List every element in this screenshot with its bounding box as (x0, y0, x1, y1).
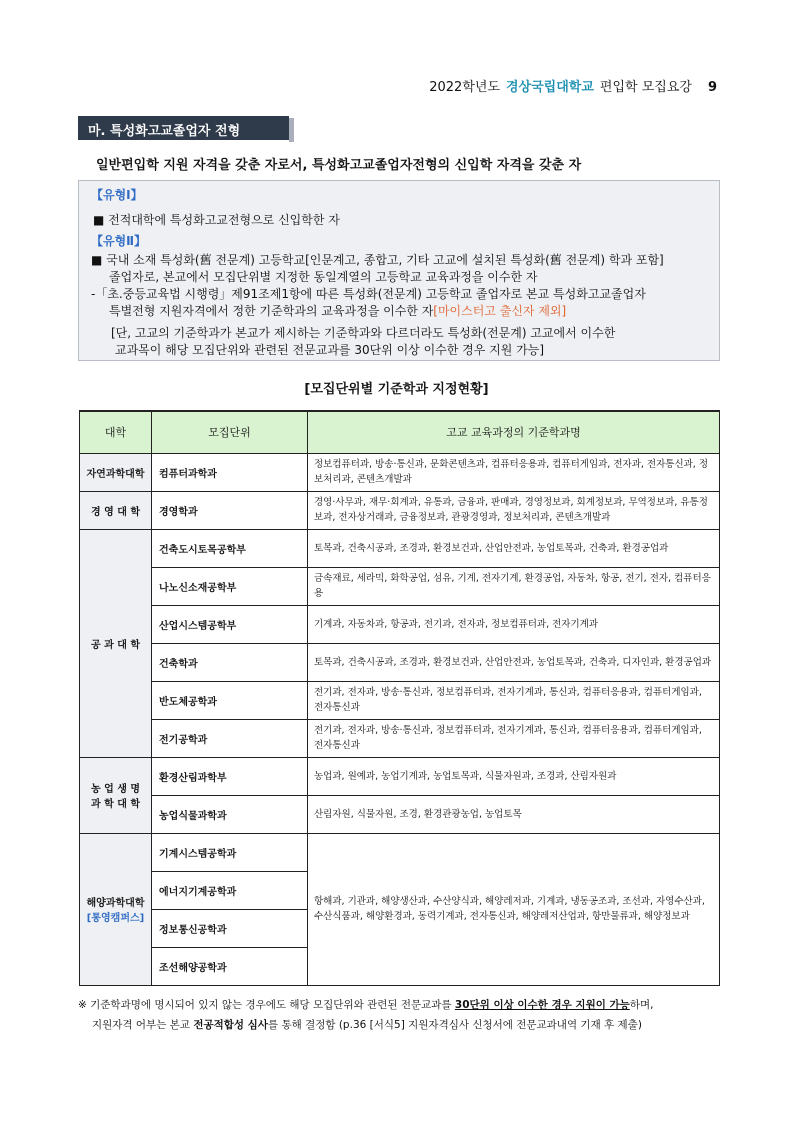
unit-cell: 전기공학과 (152, 719, 308, 757)
footnote-emphasis: 전공적합성 심사 (193, 1019, 268, 1031)
table-row (80, 491, 720, 529)
header-year: 2022학년도 (429, 80, 500, 95)
footnote-text: 를 통해 결정함 (p.36 [서식5] 지원자격심사 신청서에 전문교과내역 기재 후 제출) (267, 1019, 642, 1031)
header-dept: 고교 교육과정의 기준학과명 (308, 411, 720, 453)
header-doc-title: 편입학 모집요강 (599, 80, 692, 95)
eligibility-box (78, 180, 720, 361)
table-row (80, 605, 720, 643)
table-row (80, 795, 720, 833)
college-cell (80, 833, 152, 985)
section-title: 마. 특성화고교졸업자 전형 (78, 116, 289, 140)
unit-cell: 에너지기계공학과 (152, 871, 308, 909)
header-university: 경상국립대학교 (506, 80, 594, 95)
table-row (80, 757, 720, 795)
unit-cell: 기계시스템공학과 (152, 833, 308, 871)
table-title: [모집단위별 기준학과 지정현황] (304, 382, 489, 397)
unit-cell: 건축학과 (152, 643, 308, 681)
college-cell: 자연과학대학 (80, 453, 152, 491)
table-row (80, 681, 720, 719)
dept-cell: 농업과, 원예과, 농업기계과, 농업토목과, 식물자원과, 조경과, 산림자원과 (308, 757, 720, 795)
header-college: 대학 (80, 411, 152, 453)
type2-item2b: 특별전형 지원자격에서 정한 기준학과의 교육과정을 이수한 자 (109, 304, 434, 318)
college-line1: 농 업 생 명 (90, 784, 141, 795)
unit-cell: 컴퓨터과학과 (152, 453, 308, 491)
unit-cell: 경영학과 (152, 491, 308, 529)
intro-text: 일반편입학 지원 자격을 갖춘 자로서, 특성화고교졸업자전형의 신입학 자격을 갖춘 자 (96, 158, 582, 173)
dept-cell: 토목과, 건축시공과, 조경과, 환경보건과, 산업안전과, 농업토목과, 건축과, 디자인과, 환경공업과 (308, 643, 720, 681)
dept-cell: 정보컴퓨터과, 방송·통신과, 문화콘텐츠과, 컴퓨터응용과, 컴퓨터게임과, 전자과, 전자통신과, 정보처리과, 콘텐츠개발과 (308, 453, 720, 491)
footnote-line2 (78, 1015, 728, 1035)
dept-cell: 산림자원, 식물자원, 조경, 환경관광농업, 농업토목 (308, 795, 720, 833)
unit-cell: 나노신소재공학부 (152, 567, 308, 605)
footnote-text: 하며, (629, 999, 654, 1011)
type2-item2c: [마이스터고 출신자 제외] (433, 304, 567, 318)
unit-cell: 환경산림과학부 (152, 757, 308, 795)
page-number: 9 (707, 80, 717, 95)
note-line2: 교과목이 해당 모집단위와 관련된 전문교과를 30단위 이상 이수한 경우 지원 가능] (115, 343, 545, 357)
table-row (80, 719, 720, 757)
college-cell: 경 영 대 학 (80, 491, 152, 529)
college-cell (80, 757, 152, 833)
criteria-table (79, 410, 720, 986)
type2-item1b: 졸업자로, 본교에서 모집단위별 지정한 동일계열의 고등학교 교육과정을 이수한 자 (109, 270, 538, 284)
table-row (80, 453, 720, 491)
table-row (80, 833, 720, 871)
dept-cell: 토목과, 건축시공과, 조경과, 환경보건과, 산업안전과, 농업토목과, 건축과, 환경공업과 (308, 529, 720, 567)
unit-cell: 건축도시토목공학부 (152, 529, 308, 567)
type1-label: 【유형Ⅰ】 (91, 188, 143, 202)
table-header-row (80, 411, 720, 453)
header-unit: 모집단위 (152, 411, 308, 453)
campus-label: [통영캠퍼스] (86, 913, 145, 924)
unit-cell: 산업시스템공학부 (152, 605, 308, 643)
footnote-text: 지원자격 어부는 본교 (92, 1019, 194, 1031)
note-line1: [단, 고교의 기준학과가 본교가 제시하는 기준학과와 다르더라도 특성화(전문계) 고교에서 이수한 (111, 326, 616, 340)
unit-cell: 반도체공학과 (152, 681, 308, 719)
table-row (80, 529, 720, 567)
footnote-emphasis: 30단위 이상 이수한 경우 지원이 가능 (454, 999, 630, 1011)
footnote-text: ※ 기준학과명에 명시되어 있지 않는 경우에도 해당 모집단위와 관련된 전문교과를 (78, 999, 455, 1011)
college-line2: 과 학 대 학 (90, 799, 141, 810)
type2-item1a: ■ 국내 소재 특성화(舊 전문계) 고등학교[인문계고, 종합고, 기타 고교에 설치된 특성화(舊 전문계) 학과 포함] (91, 253, 664, 267)
college-line1: 해양과학대학 (86, 898, 145, 909)
footnote-line1 (78, 995, 728, 1015)
dept-cell: 전기과, 전자과, 방송·통신과, 정보컴퓨터과, 전자기계과, 통신과, 컴퓨터응용과, 컴퓨터게임과, 전자통신과 (308, 681, 720, 719)
type2-item2a: -「초.중등교육법 시행령」제91조제1항에 따른 특성화(전문계) 고등학교 졸업자로 본교 특성화고교졸업자 (91, 287, 646, 301)
dept-cell: 경영·사무과, 재무·회계과, 유통과, 금융과, 판매과, 경영정보과, 회계정보과, 무역정보과, 유통정보과, 전자상거래과, 금융정보과, 관광경영과, 정보처리과, 콘텐츠개발과 (308, 491, 720, 529)
table-row (80, 643, 720, 681)
college-cell: 공 과 대 학 (80, 529, 152, 757)
unit-cell: 농업식물과학과 (152, 795, 308, 833)
page-header (429, 76, 717, 95)
dept-cell: 금속재료, 세라믹, 화학공업, 섬유, 기계, 전자기계, 환경공업, 자동차, 항공, 전기, 전자, 컴퓨터응용 (308, 567, 720, 605)
table-row (80, 567, 720, 605)
dept-cell: 전기과, 전자과, 방송·통신과, 정보컴퓨터과, 전자기계과, 통신과, 컴퓨터응용과, 컴퓨터게임과, 전자통신과 (308, 719, 720, 757)
type1-item: ■ 전적대학에 특성화고교전형으로 신입학한 자 (93, 213, 340, 227)
type2-label: 【유형Ⅱ】 (91, 234, 147, 248)
dept-cell: 항해과, 기관과, 해양생산과, 수산양식과, 해양레저과, 기계과, 냉동공조과, 조선과, 자영수산과, 수산식품과, 해양환경과, 동력기계과, 전자통신과, 해양레저산업과, 항만물류과, 해양정보과 (308, 833, 720, 985)
type2-item2 (91, 303, 707, 320)
footnote (78, 995, 728, 1035)
unit-cell: 조선해양공학과 (152, 947, 308, 985)
dept-cell: 기계과, 자동차과, 항공과, 전기과, 전자과, 정보컴퓨터과, 전자기계과 (308, 605, 720, 643)
unit-cell: 정보통신공학과 (152, 909, 308, 947)
